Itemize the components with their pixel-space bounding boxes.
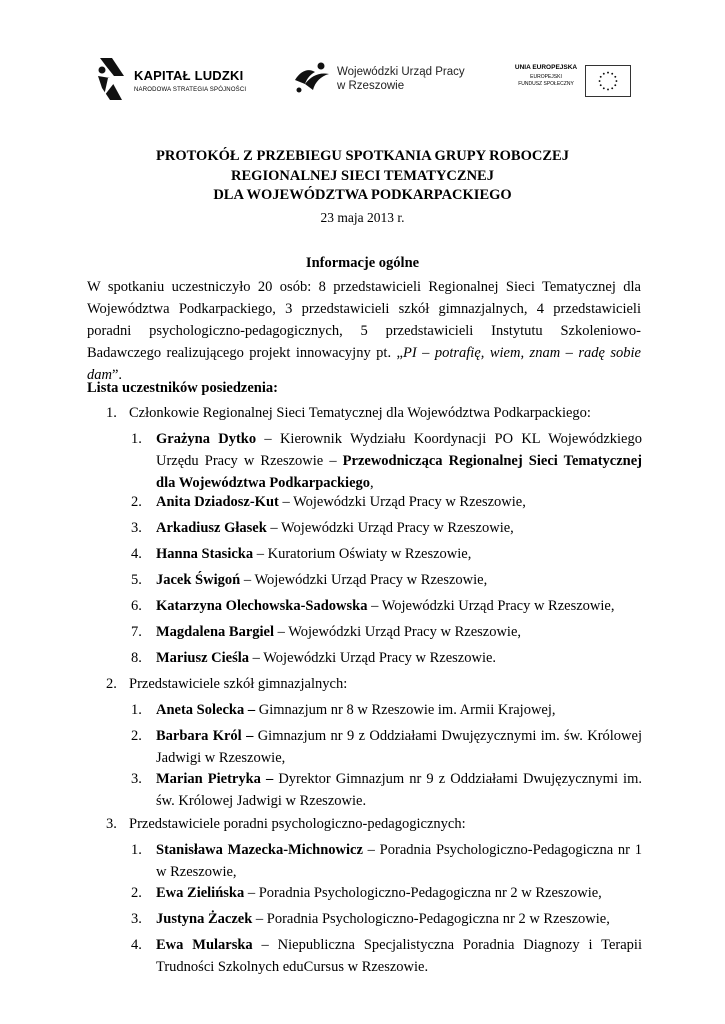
item-number: 3. xyxy=(131,911,142,927)
intro-paragraph xyxy=(87,276,641,386)
person-affiliation: – Wojewódzki Urząd Pracy w Rzeszowie. xyxy=(249,650,497,666)
item-number: 8. xyxy=(131,650,142,666)
eu-star-icon xyxy=(607,72,609,74)
list-item xyxy=(131,882,642,904)
group-label: Przedstawiciele poradni psychologiczno-pedagogicznych: xyxy=(129,816,466,832)
list-item xyxy=(131,699,642,721)
person-name: Justyna Żaczek xyxy=(156,911,253,927)
ue-line2: EUROPEJSKI xyxy=(530,74,562,80)
list-item xyxy=(131,595,642,617)
person-affiliation: – Wojewódzki Urząd Pracy w Rzeszowie, xyxy=(274,624,522,640)
person-affiliation: Gimnazjum nr 8 w Rzeszowie im. Armii Krajowej, xyxy=(255,702,556,718)
person-affiliation: – Kuratorium Oświaty w Rzeszowie, xyxy=(253,546,472,562)
group-number: 3. xyxy=(106,816,117,832)
ue-line3: FUNDUSZ SPOŁECZNY xyxy=(518,81,574,87)
item-number: 1. xyxy=(131,842,142,858)
item-number: 1. xyxy=(131,702,142,718)
item-number: 2. xyxy=(131,728,142,744)
person-name: Jacek Świgoń xyxy=(156,572,241,588)
eu-star-icon xyxy=(600,76,602,78)
group-number: 1. xyxy=(106,405,117,421)
group-label: Członkowie Regionalnej Sieci Tematycznej dla Województwa Podkarpackiego: xyxy=(129,405,591,421)
title-line2: REGIONALNEJ SIECI TEMATYCZNEJ xyxy=(231,168,494,184)
list-item xyxy=(131,517,642,539)
kapital-ludzki-subtitle: NARODOWA STRATEGIA SPÓJNOŚCI xyxy=(134,87,247,93)
eu-star-icon xyxy=(611,87,613,89)
person-affiliation: – Kierownik Wydziału Koordynacji PO KL Wojewódzkiego Urzędu Pracy w Rzeszowie – xyxy=(156,431,642,469)
eu-star-icon xyxy=(614,76,616,78)
person-name: Arkadiusz Głasek xyxy=(156,520,267,536)
eu-star-icon xyxy=(616,80,618,82)
item-number: 6. xyxy=(131,598,142,614)
person-affiliation: – Wojewódzki Urząd Pracy w Rzeszowie, xyxy=(266,520,514,536)
eu-flag-icon xyxy=(585,65,631,97)
group-3 xyxy=(106,813,466,835)
list-item xyxy=(131,621,642,643)
item-number: 3. xyxy=(131,520,142,536)
kapital-ludzki-title: KAPITAŁ LUDZKI xyxy=(134,68,244,83)
person-affiliation: – Poradnia Psychologiczno-Pedagogiczna nr 2 w Rzeszowie, xyxy=(252,911,610,927)
kapital-ludzki-mark-icon xyxy=(96,56,126,102)
intro-text: W spotkaniu uczestniczyło 20 osób: 8 przedstawicieli Regionalnej Sieci Tematycznej dla Województwa Podkarpackiego, 3 przedstawicieli szkół gimnazjalnych, 4 przedstawicieli poradni psychologiczno-pedagogicznych, 5 przedstawicieli Instytutu Szkoleniowo-Badawczego realizującego projekt innowacyjny pt. „ xyxy=(87,279,641,361)
group-2 xyxy=(106,673,347,695)
person-affiliation: – Poradnia Psychologiczno-Pedagogiczna nr 1 w Rzeszowie, xyxy=(156,842,642,880)
list-item xyxy=(131,908,642,930)
item-number: 2. xyxy=(131,494,142,510)
eu-star-icon xyxy=(600,84,602,86)
person-name: Mariusz Cieśla xyxy=(156,650,250,666)
person-name: Anita Dziadosz-Kut xyxy=(156,494,279,510)
person-name: Magdalena Bargiel xyxy=(156,624,275,640)
list-item xyxy=(131,647,642,669)
wup-line2: w Rzeszowie xyxy=(337,80,405,92)
person-affiliation: Dyrektor Gimnazjum nr 9 z Oddziałami Dwujęzycznymi im. św. Królowej Jadwigi w Rzeszowie. xyxy=(156,771,642,809)
person-affiliation: – Niepubliczna Specjalistyczna Poradnia Diagnozy i Terapii Trudności Szkolnych eduCursus w Rzeszowie. xyxy=(156,937,642,975)
section-heading-general: Informacje ogólne xyxy=(305,255,420,271)
eu-star-icon xyxy=(603,73,605,75)
list-item xyxy=(131,839,642,883)
person-name: Hanna Stasicka xyxy=(156,546,254,562)
person-name: Marian Pietryka – xyxy=(156,771,274,787)
kapital-ludzki-logo xyxy=(96,56,266,102)
wup-bird-icon xyxy=(291,60,333,96)
item-number: 7. xyxy=(131,624,142,640)
item-number: 3. xyxy=(131,771,142,787)
eu-star-icon xyxy=(603,87,605,89)
person-name: Grażyna Dytko xyxy=(156,431,257,447)
person-name: Stanisława Mazecka-Michnowicz xyxy=(156,842,363,858)
item-number: 4. xyxy=(131,546,142,562)
header-logos xyxy=(0,52,725,102)
wup-logo xyxy=(291,60,465,100)
group-number: 2. xyxy=(106,676,117,692)
person-name: Aneta Solecka – xyxy=(156,702,256,718)
intro-end: ”. xyxy=(111,367,123,383)
list-item xyxy=(131,725,642,769)
ue-logo xyxy=(512,64,632,100)
item-number: 1. xyxy=(131,431,142,447)
item-number: 4. xyxy=(131,937,142,953)
participants-list-heading: Lista uczestników posiedzenia: xyxy=(87,380,278,396)
person-name: Barbara Król – xyxy=(156,728,254,744)
person-name: Katarzyna Olechowska-Sadowska xyxy=(156,598,368,614)
list-item xyxy=(131,569,642,591)
title-line3: DLA WOJEWÓDZTWA PODKARPACKIEGO xyxy=(213,187,512,203)
group-1 xyxy=(106,402,591,424)
list-item xyxy=(131,491,642,513)
person-name: Ewa Zielińska xyxy=(156,885,245,901)
person-affiliation: Gimnazjum nr 9 z Oddziałami Dwujęzycznymi im. św. Królowej Jadwigi w Rzeszowie, xyxy=(156,728,642,766)
eu-star-icon xyxy=(611,73,613,75)
person-affiliation: – Wojewódzki Urząd Pracy w Rzeszowie, xyxy=(278,494,526,510)
eu-star-icon xyxy=(614,84,616,86)
document-date: 23 maja 2013 r. xyxy=(320,210,405,225)
item-number: 2. xyxy=(131,885,142,901)
title-line1: PROTOKÓŁ Z PRZEBIEGU SPOTKANIA GRUPY ROBOCZEJ xyxy=(156,148,569,164)
project-title: PI – potrafię, wiem, znam – radę sobie dam xyxy=(87,345,641,383)
eu-star-icon xyxy=(607,89,609,91)
person-name: Ewa Mularska xyxy=(156,937,253,953)
list-item xyxy=(131,934,642,978)
eu-star-icon xyxy=(599,80,601,82)
list-item xyxy=(131,428,642,494)
ue-line1: UNIA EUROPEJSKA xyxy=(514,64,578,71)
group-label: Przedstawiciele szkół gimnazjalnych: xyxy=(129,676,348,692)
person-affiliation: – Poradnia Psychologiczno-Pedagogiczna nr 2 w Rzeszowie, xyxy=(244,885,602,901)
list-item xyxy=(131,768,642,812)
person-affiliation: – Wojewódzki Urząd Pracy w Rzeszowie, xyxy=(240,572,488,588)
item-number: 5. xyxy=(131,572,142,588)
person-affiliation: – Wojewódzki Urząd Pracy w Rzeszowie, xyxy=(367,598,615,614)
list-item xyxy=(131,543,642,565)
item-tail: , xyxy=(370,475,374,491)
wup-line1: Wojewódzki Urząd Pracy xyxy=(337,66,465,78)
person-role: Przewodnicząca Regionalnej Sieci Tematycznej dla Województwa Podkarpackiego xyxy=(156,453,642,491)
